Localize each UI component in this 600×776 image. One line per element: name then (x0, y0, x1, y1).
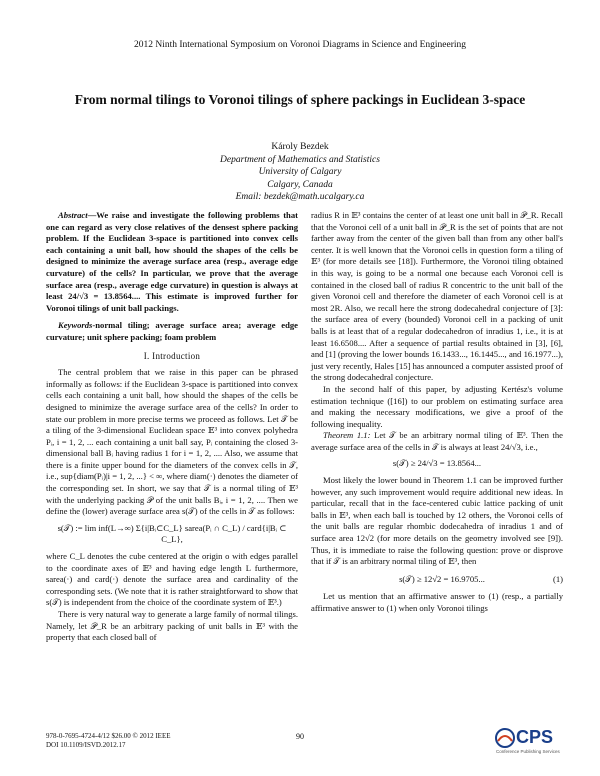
author-block (0, 141, 600, 204)
footer-doi: DOI 10.1109/ISVD.2012.17 (46, 741, 126, 749)
paragraph: Most likely the lower bound in Theorem 1.1 can be improved further however, any such improvement would require additional new ideas. In particular, recall that in the face-centered cubic lattice packing of unit balls in 𝔼³, when each ball is touched by 12 others, the Voronoi cells of the unit balls are regular rhombic dodecahedra of inradius 1 and of surface area 12√2 (for more details on the geometry involved see [9]). Thus, it is immediate to raise the following question: prove or disprove that if 𝒯 is an arbitrary normal tiling of 𝔼³, then (311, 475, 563, 567)
cps-logo-tagline: Conference Publishing Services (496, 749, 560, 754)
right-column (311, 210, 563, 615)
paragraph: radius R in 𝔼³ contains the center of at least one unit ball in 𝒫_R. Recall that the Voronoi cell of a unit ball in 𝒫_R is the set of points that are not farther away from the center of the given ball than from any other ball's center. It is well known that the Voronoi cells in question form a tiling of 𝔼³ (for more details see [18]). Furthermore, the Voronoi tiling obtained in this way, is going to be a normal one because each Voronoi cell is contained in the closed ball of radius R concentric to the unit ball of the given Voronoi cell and therefore the diameter of each Voronoi cell is at most 2R. Also, we recall here the strong dodecahedral conjecture of [3]: the surface area of every (bounded) Voronoi cell in a packing of unit balls is at least that of a regular dodecahedron of inradius 1, i.e., it is at least 16.6508.... After a sequence of partial results obtained in [3], [6], and [1] (proving the lower bounds 16.1433..., 16.1445..., and 16.1977...), just very recently, Hales [15] has announced a computer assisted proof of the strong dodecahedral conjecture. (311, 210, 563, 383)
author-place: Calgary, Canada (267, 179, 333, 190)
cps-logo (494, 727, 564, 759)
author-name: Károly Bezdek (271, 142, 329, 152)
footer-isbn: 978-0-7695-4724-4/12 $26.00 © 2012 IEEE (46, 732, 171, 740)
equation-definition: s(𝒯) := lim inf(L→∞) Σ{i|Bᵢ⊂C_L} sarea(Pᵢ ∩ C_L) / card{i|Bᵢ ⊂ C_L}, (57, 522, 287, 545)
author-email: Email: bezdek@math.ucalgary.ca (235, 192, 365, 202)
equation-theorem: s(𝒯) ≥ 24/√3 = 13.8564... (392, 458, 482, 469)
section-heading: I. Introduction (143, 350, 201, 361)
author-univ: University of Calgary (258, 167, 342, 177)
theorem-text: Let 𝒯 be an arbitrary normal tiling of 𝔼³. Then the average surface area of the cells in 𝒯 is always at least 24/√3, i.e., (311, 430, 563, 452)
keywords-label: Keywords (58, 320, 93, 331)
keywords (46, 320, 298, 343)
abstract-label: Abstract (58, 210, 88, 220)
page-number: 90 (296, 732, 304, 741)
theorem (311, 430, 563, 453)
paragraph: There is very natural way to generate a large family of normal tilings. Namely, let 𝒫_R be an arbitrary packing of unit balls in 𝔼³ with the property that each closed ball of (46, 609, 298, 643)
left-column (46, 210, 298, 644)
cps-logo-text: CPS (516, 727, 554, 747)
equation-1-number: (1) (552, 573, 563, 584)
abstract-text: —We raise and investigate the following problems that one can regard as very close relatives of the densest sphere packing problem. If the Euclidean 3-space is partitioned into convex cells each containing a unit ball, how should the shapes of the cells be designed to minimize the average surface area (resp., average edge curvature) of the cells? In particular, we prove that the average surface area (resp., average edge curvature) in question is always at least 24/√3 = 13.8564.... This estimate is improved further for Voronoi tilings of unit ball packings. (46, 210, 298, 313)
paper-title: From normal tilings to Voronoi tilings of sphere packings in Euclidean 3-space (74, 92, 526, 107)
conference-header: 2012 Ninth International Symposium on Voronoi Diagrams in Science and Engineering (133, 40, 467, 50)
paragraph: Let us mention that an affirmative answer to (1) (resp., a partially affirmative answer to (1) when only Voronoi tilings (311, 591, 563, 613)
equation-1-body: s(𝒯) ≥ 12√2 = 16.9705... (399, 573, 485, 584)
keywords-text: -normal tiling; average surface area; average edge curvature; unit sphere packing; foam problem (46, 320, 298, 342)
theorem-label: Theorem 1.1: (323, 430, 371, 441)
paragraph: In the second half of this paper, by adjusting Kertész's volume estimation technique ([16]) to our problem on estimating surface area and making the necessary modifications, we give a proof of the following inequality. (311, 383, 563, 429)
paragraph: where C_L denotes the cube centered at the origin o with edges parallel to the coordinate axes of 𝔼³ and having edge length L furthermore, sarea(·) and card(·) denote the surface area and cardinality of the corresponding sets. (We note that it is rather straightforward to show that s(𝒯) is independent from the choice of the coordinate system of 𝔼³.) (46, 551, 298, 608)
abstract (46, 210, 298, 314)
author-dept: Department of Mathematics and Statistics (220, 154, 380, 165)
paragraph: The central problem that we raise in this paper can be phrased informally as follows: if the Euclidean 3-space is partitioned into convex cells each containing a unit ball, how should the shapes of the cells be designed to minimize the average surface area of the cells? In order to state our problem in more precise terms we proceed as follows. Let 𝒯 be a tiling of the 3-dimensional Euclidean space 𝔼³ into convex polyhedra Pᵢ, i = 1, 2, ... each containing a unit ball say, Pᵢ containing the closed 3-dimensional ball Bᵢ having radius 1 for i = 1, 2, .... Also, we assume that there is a finite upper bound for the diameters of the convex cells in 𝒯, i.e., sup{diam(Pᵢ)|i = 1, 2, ...} < ∞, where diam(·) denotes the diameter of the corresponding set. In short, we say that 𝒯 is a normal tiling of 𝔼³ with the underlying packing 𝒫 of the unit balls Bᵢ, i = 1, 2, .... Then we define the (lower) average surface area s(𝒯) of the cells in 𝒯 as follows: (46, 367, 299, 517)
equation-1 (311, 574, 563, 586)
cps-logo-icon (494, 727, 516, 749)
